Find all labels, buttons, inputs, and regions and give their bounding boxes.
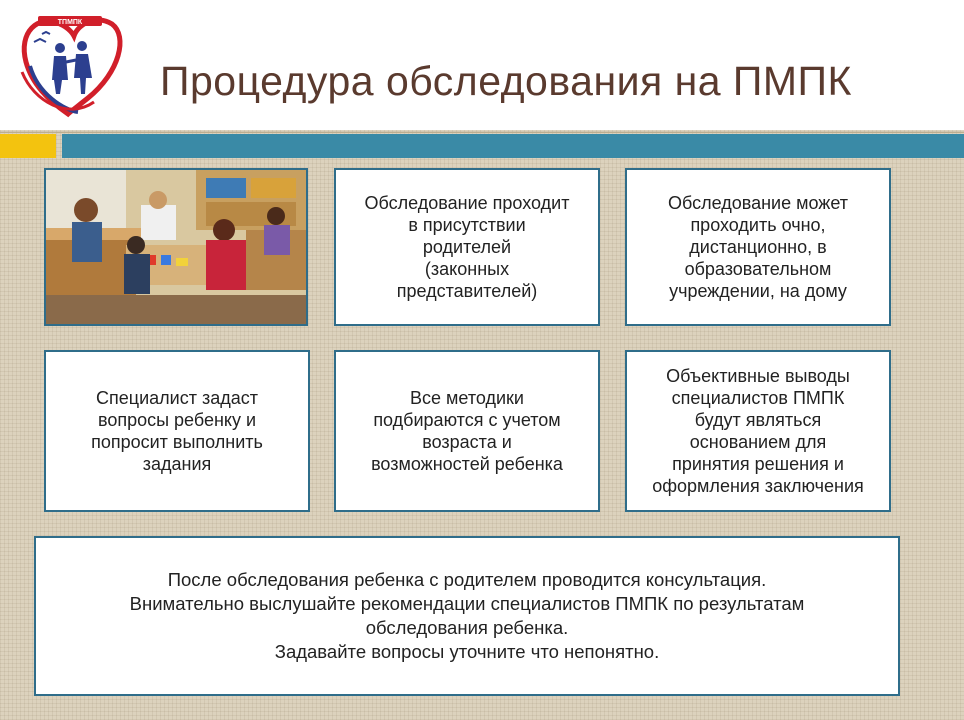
info-card-parents-presence (334, 168, 600, 326)
info-card-text: Обследование может проходить очно, дистанционно, в образовательном учреждении, на дому (668, 193, 848, 301)
logo-text: ТПМПК (57, 19, 83, 26)
info-card-text: Специалист задаст вопросы ребенку и попросит выполнить задания (91, 388, 263, 474)
pmpk-logo (8, 2, 128, 122)
info-card-specialist-questions (44, 350, 310, 512)
slide-header (0, 0, 964, 130)
info-card-text: Обследование проходит в присутствии родителей (законных представителей) (364, 193, 570, 301)
accent-bar-teal (62, 134, 964, 158)
info-card-methods (334, 350, 600, 512)
note-line-3: обследования ребенка. (365, 617, 569, 638)
info-card-text: Объективные выводы специалистов ПМПК будут являться основанием для принятия решения и оформления заключения (652, 366, 864, 496)
accent-bar-gold (0, 134, 56, 158)
consultation-note (34, 536, 900, 696)
info-card-exam-formats (625, 168, 891, 326)
page-title: Процедура обследования на ПМПК (160, 58, 852, 104)
info-card-text: Все методики подбираются с учетом возраста и возможностей ребенка (371, 388, 563, 474)
classroom-photo (44, 168, 308, 326)
note-line-4: Задавайте вопросы уточните что непонятно. (274, 641, 660, 662)
header-divider (0, 132, 964, 133)
note-line-2: Внимательно выслушайте рекомендации специалистов ПМПК по результатам (129, 593, 805, 614)
info-card-conclusions (625, 350, 891, 512)
note-line-1: После обследования ребенка с родителем проводится консультация. (167, 569, 767, 590)
